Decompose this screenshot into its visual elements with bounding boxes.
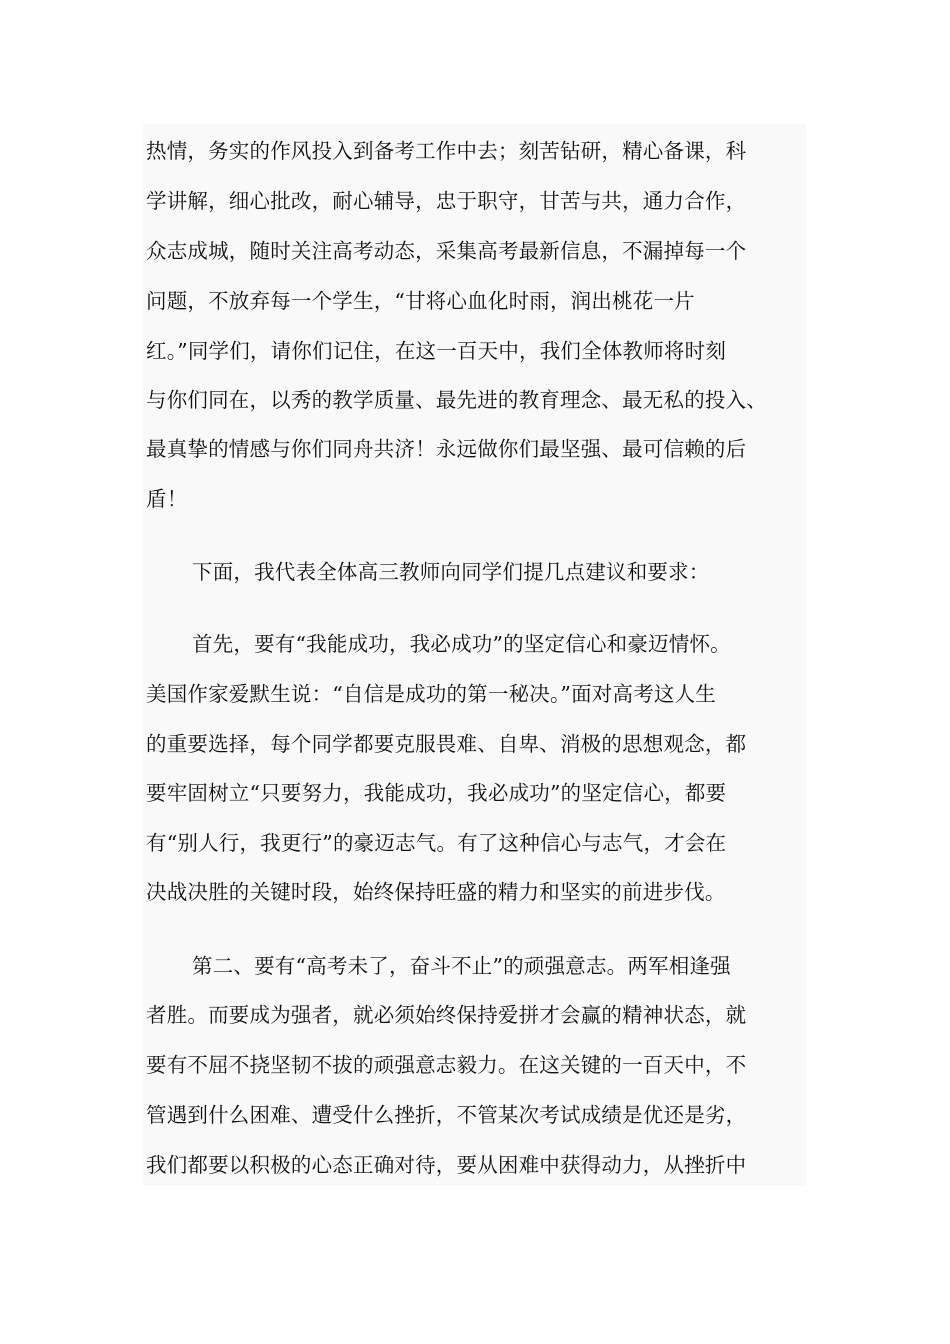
text-line: 者胜。而要成为强者，就必须始终保持爱拼才会赢的精神状态，就 xyxy=(146,1003,747,1027)
text-line: 盾！ xyxy=(146,487,188,511)
text-line: 的重要选择，每个同学都要克服畏难、自卑、消极的思想观念，都 xyxy=(146,732,747,756)
paragraph-first-line: 首先，要有“我能成功，我必成功”的坚定信心和豪迈情怀。 xyxy=(192,632,731,656)
text-line: 热情，务实的作风投入到备考工作中去；刻苦钻研，精心备课，科 xyxy=(146,139,747,163)
text-line: 要有不屈不挠坚韧不拔的顽强意志毅力。在这关键的一百天中，不 xyxy=(146,1053,747,1077)
paragraph-first-line: 下面，我代表全体高三教师向同学们提几点建议和要求： xyxy=(192,560,710,584)
text-line: 最真挚的情感与你们同舟共济！永远做你们最坚强、最可信赖的后 xyxy=(146,437,747,461)
text-line: 我们都要以积极的心态正确对待，要从困难中获得动力，从挫折中 xyxy=(146,1153,747,1177)
text-line: 学讲解，细心批改，耐心辅导，忠于职守，甘苦与共，通力合作， xyxy=(146,189,747,213)
text-line: 决战决胜的关键时段，始终保持旺盛的精力和坚实的前进步伐。 xyxy=(146,880,726,904)
paragraph-first-line: 第二、要有“高考未了，奋斗不止”的顽强意志。两军相逢强 xyxy=(192,954,731,978)
text-line: 众志成城，随时关注高考动态，采集高考最新信息，不漏掉每一个 xyxy=(146,239,747,263)
text-line: 要牢固树立“只要努力，我能成功，我必成功”的坚定信心，都要 xyxy=(146,781,727,805)
text-line: 红。”同学们，请你们记住，在这一百天中，我们全体教师将时刻 xyxy=(146,339,727,363)
text-line: 美国作家爱默生说：“自信是成功的第一秘决。”面对高考这人生 xyxy=(146,682,717,706)
text-line: 与你们同在，以秀的教学质量、最先进的教育理念、最无私的投入、 xyxy=(146,388,767,412)
text-line: 问题，不放弃每一个学生，“甘将心血化时雨，润出桃花一片 xyxy=(146,289,695,313)
text-line: 有“别人行，我更行”的豪迈志气。有了这种信心与志气，才会在 xyxy=(146,831,727,855)
text-line: 管遇到什么困难、遭受什么挫折，不管某次考试成绩是优还是劣， xyxy=(146,1103,747,1127)
